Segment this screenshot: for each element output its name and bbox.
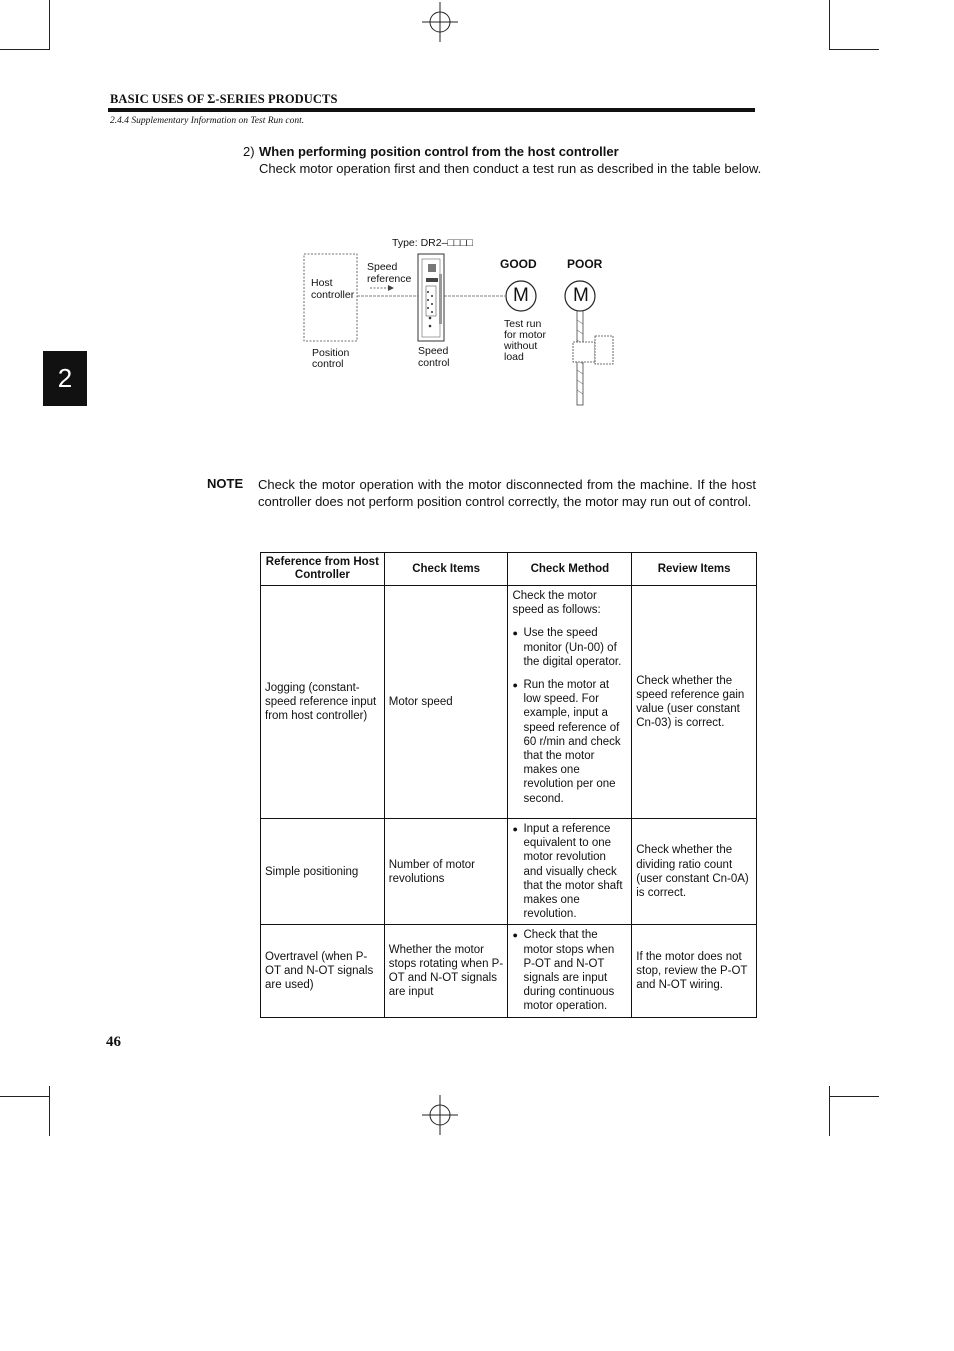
table-header-row	[261, 553, 757, 586]
test-run-check-table	[260, 552, 757, 1018]
drive-type-label: Type: DR2–□□□□	[392, 237, 473, 249]
section-number: 2)	[243, 144, 255, 159]
host-label-line2: controller	[311, 289, 355, 301]
cell-check-item: Motor speed	[384, 586, 508, 819]
speed-control-label-line2: control	[418, 357, 450, 369]
method-bullet: ● Check that the motor stops when P-OT and N-OT signals are input during continuous motor operation.	[512, 928, 627, 1013]
test-run-label-line3: without	[504, 340, 538, 352]
page-number: 46	[106, 1034, 121, 1050]
cell-reference: Simple positioning	[261, 819, 385, 925]
section-body: Check motor operation first and then conduct a test run as described in the table below.	[259, 161, 762, 176]
cell-reference: Jogging (constant-speed reference input from host controller)	[261, 586, 385, 819]
cell-check-method	[508, 925, 632, 1017]
section-heading: When performing position control from the host controller	[259, 144, 619, 159]
method-bullet: ● Use the speed monitor (Un-00) of the digital operator.	[512, 626, 627, 669]
column-header-review-items: Review Items	[632, 553, 757, 586]
test-run-label-line4: load	[504, 351, 524, 363]
machine-load-icon	[573, 311, 613, 405]
column-header-check-items: Check Items	[384, 553, 508, 586]
method-bullet: ● Run the motor at low speed. For example, input a speed reference of 60 r/min and check that the motor makes one revolution per one second.	[512, 678, 627, 806]
test-run-label-line2: for motor	[504, 329, 547, 341]
cell-review: If the motor does not stop, review the P-OT and N-OT wiring.	[632, 925, 757, 1017]
cell-reference: Overtravel (when P-OT and N-OT signals are used)	[261, 925, 385, 1017]
speed-reference-label-line2: reference	[367, 273, 412, 285]
method-intro: Check the motor speed as follows:	[512, 590, 601, 617]
cell-review: Check whether the speed reference gain value (user constant Cn-03) is correct.	[632, 586, 757, 819]
servopack-drive	[418, 254, 444, 341]
cell-check-item: Whether the motor stops rotating when P-OT and N-OT signals are input	[384, 925, 508, 1017]
cell-check-method	[508, 586, 632, 819]
registration-mark-top	[420, 2, 460, 42]
cell-review: Check whether the dividing ratio count (user constant Cn-0A) is correct.	[632, 819, 757, 925]
running-header-title: BASIC USES OF Σ-SERIES PRODUCTS	[110, 92, 338, 106]
position-control-label-line2: control	[312, 358, 344, 370]
position-control-label-line1: Position	[312, 347, 350, 359]
column-header-reference: Reference from Host Controller	[261, 553, 385, 586]
motor-good-letter: M	[513, 285, 529, 306]
poor-label: POOR	[567, 257, 603, 271]
table-row	[261, 819, 757, 925]
note-label: NOTE	[207, 476, 244, 491]
test-run-label-line1: Test run	[504, 318, 542, 330]
cell-check-item: Number of motor revolutions	[384, 819, 508, 925]
registration-mark-bottom	[420, 1095, 460, 1135]
speed-control-label-line1: Speed	[418, 345, 449, 357]
method-bullet: ● Input a reference equivalent to one motor revolution and visually check that the motor shaft makes one revolution.	[512, 822, 627, 921]
motor-poor-letter: M	[573, 285, 589, 306]
cell-check-method	[508, 819, 632, 925]
diagram-graphics	[300, 250, 620, 410]
column-header-check-method: Check Method	[508, 553, 632, 586]
table-row	[261, 925, 757, 1017]
note-text: Check the motor operation with the motor disconnected from the machine. If the host controller does not perform position control correctly, the motor may run out of control.	[258, 477, 756, 509]
host-label-line1: Host	[311, 277, 333, 289]
header-rule	[108, 108, 755, 112]
good-label: GOOD	[500, 257, 537, 271]
speed-reference-label-line1: Speed	[367, 261, 398, 273]
running-header-subtitle: 2.4.4 Supplementary Information on Test Run cont.	[110, 116, 305, 126]
table-row	[261, 586, 757, 819]
chapter-tab: 2	[43, 351, 87, 406]
